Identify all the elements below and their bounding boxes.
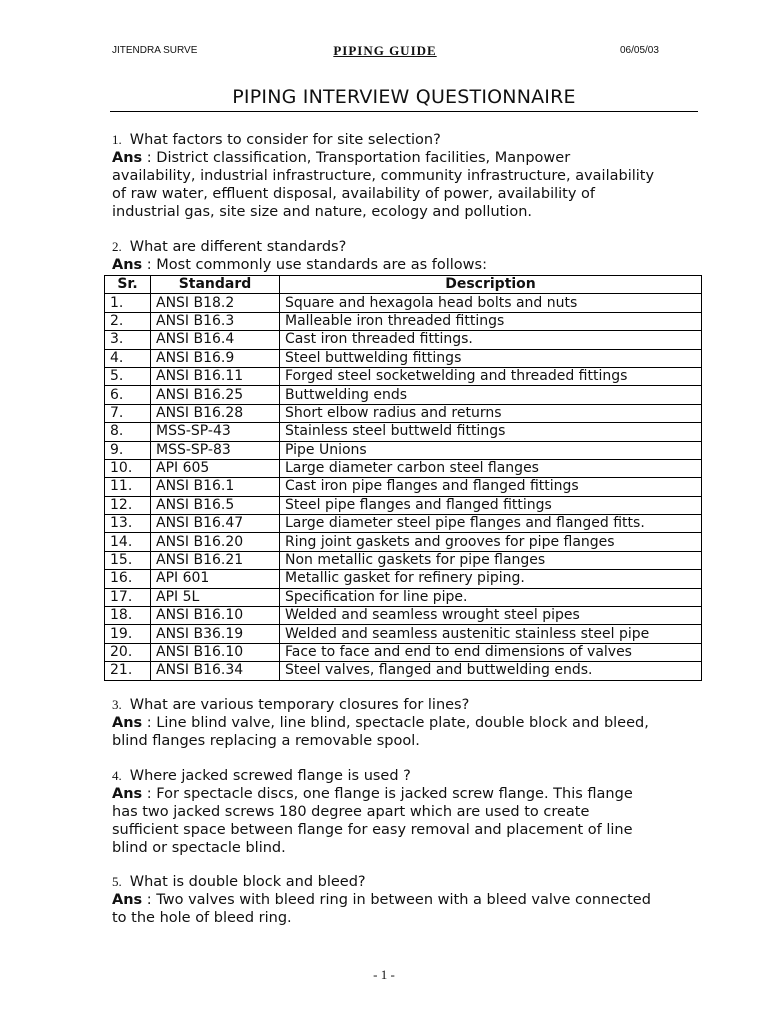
cell-sr: 3. <box>105 331 151 349</box>
answer-line: : Two valves with bleed ring in between with a bleed valve connected <box>142 892 651 908</box>
cell-standard: ANSI B16.28 <box>151 404 280 422</box>
answer-line: of raw water, effluent disposal, availability of power, availability of <box>112 186 596 202</box>
cell-sr: 17. <box>105 588 151 606</box>
cell-sr: 5. <box>105 367 151 385</box>
answer-line: : Most commonly use standards are as follows: <box>142 257 487 273</box>
cell-standard: MSS-SP-83 <box>151 441 280 459</box>
cell-standard: API 5L <box>151 588 280 606</box>
question-number: 1. <box>112 132 122 147</box>
cell-standard: ANSI B16.34 <box>151 662 280 680</box>
cell-standard: ANSI B16.11 <box>151 367 280 385</box>
cell-sr: 21. <box>105 662 151 680</box>
header-guide-title: PIPING GUIDE <box>333 43 437 58</box>
cell-sr: 8. <box>105 423 151 441</box>
question-3 <box>112 696 712 750</box>
table-row <box>105 294 702 312</box>
answer-label: Ans <box>112 150 143 166</box>
cell-description: Metallic gasket for refinery piping. <box>280 570 702 588</box>
table-row <box>105 441 702 459</box>
question-2 <box>112 238 712 274</box>
cell-standard: ANSI B16.47 <box>151 515 280 533</box>
answer-line: availability, industrial infrastructure, community infrastructure, availability <box>112 168 655 184</box>
answer-line: industrial gas, site size and nature, ecology and pollution. <box>112 204 533 220</box>
answer-line: : District classification, Transportation facilities, Manpower <box>142 150 571 166</box>
question-text: What factors to consider for site selection? <box>129 132 441 148</box>
answer-line: blind or spectacle blind. <box>112 840 286 856</box>
cell-sr: 20. <box>105 643 151 661</box>
cell-standard: API 605 <box>151 459 280 477</box>
cell-standard: ANSI B16.4 <box>151 331 280 349</box>
cell-description: Welded and seamless austenitic stainless steel pipe <box>280 625 702 643</box>
cell-description: Non metallic gaskets for pipe flanges <box>280 551 702 569</box>
cell-standard: ANSI B18.2 <box>151 294 280 312</box>
table-row <box>105 478 702 496</box>
cell-description: Malleable iron threaded fittings <box>280 312 702 330</box>
cell-standard: ANSI B16.1 <box>151 478 280 496</box>
answer-line: : For spectacle discs, one flange is jacked screw flange. This flange <box>142 786 633 802</box>
answer-line: to the hole of bleed ring. <box>112 910 292 926</box>
cell-description: Pipe Unions <box>280 441 702 459</box>
answer-label: Ans <box>112 892 143 908</box>
table-row <box>105 459 702 477</box>
cell-description: Cast iron pipe flanges and flanged fittings <box>280 478 702 496</box>
cell-sr: 7. <box>105 404 151 422</box>
cell-standard: API 601 <box>151 570 280 588</box>
cell-description: Large diameter steel pipe flanges and flanged fitts. <box>280 515 702 533</box>
cell-sr: 2. <box>105 312 151 330</box>
answer-line: : Line blind valve, line blind, spectacle plate, double block and bleed, <box>142 715 649 731</box>
question-number: 2. <box>112 239 122 254</box>
table-header-row <box>105 276 702 294</box>
table-row <box>105 570 702 588</box>
cell-description: Specification for line pipe. <box>280 588 702 606</box>
cell-description: Large diameter carbon steel flanges <box>280 459 702 477</box>
table-row <box>105 404 702 422</box>
cell-sr: 13. <box>105 515 151 533</box>
cell-sr: 6. <box>105 386 151 404</box>
table-row <box>105 588 702 606</box>
table-row <box>105 625 702 643</box>
question-number: 3. <box>112 697 122 712</box>
question-number: 5. <box>112 874 122 889</box>
cell-description: Steel pipe flanges and flanged fittings <box>280 496 702 514</box>
cell-standard: MSS-SP-43 <box>151 423 280 441</box>
page-number: - 1 - <box>373 967 395 982</box>
table-row <box>105 331 702 349</box>
cell-description: Ring joint gaskets and grooves for pipe flanges <box>280 533 702 551</box>
cell-standard: ANSI B16.5 <box>151 496 280 514</box>
table-row <box>105 386 702 404</box>
table-row <box>105 496 702 514</box>
table-row <box>105 367 702 385</box>
answer-label: Ans <box>112 786 143 802</box>
answer-label: Ans <box>112 257 143 273</box>
cell-description: Cast iron threaded fittings. <box>280 331 702 349</box>
title-underline <box>110 111 698 112</box>
answer-line: sufficient space between flange for easy removal and placement of line <box>112 822 633 838</box>
answer-line: has two jacked screws 180 degree apart which are used to create <box>112 804 590 820</box>
cell-sr: 19. <box>105 625 151 643</box>
cell-description: Buttwelding ends <box>280 386 702 404</box>
cell-standard: ANSI B16.10 <box>151 607 280 625</box>
table-row <box>105 607 702 625</box>
cell-standard: ANSI B16.20 <box>151 533 280 551</box>
question-number: 4. <box>112 768 122 783</box>
answer-line: blind flanges replacing a removable spool. <box>112 733 420 749</box>
cell-standard: ANSI B16.9 <box>151 349 280 367</box>
cell-description: Steel valves, flanged and buttwelding ends. <box>280 662 702 680</box>
cell-description: Stainless steel buttweld fittings <box>280 423 702 441</box>
cell-sr: 1. <box>105 294 151 312</box>
cell-sr: 14. <box>105 533 151 551</box>
cell-description: Short elbow radius and returns <box>280 404 702 422</box>
table-row <box>105 515 702 533</box>
cell-sr: 16. <box>105 570 151 588</box>
cell-standard: ANSI B16.25 <box>151 386 280 404</box>
cell-standard: ANSI B16.10 <box>151 643 280 661</box>
standards-table-body <box>105 294 702 680</box>
question-text: What is double block and bleed? <box>129 874 366 890</box>
cell-description: Steel buttwelding fittings <box>280 349 702 367</box>
cell-standard: ANSI B16.3 <box>151 312 280 330</box>
table-row <box>105 312 702 330</box>
cell-sr: 12. <box>105 496 151 514</box>
cell-sr: 15. <box>105 551 151 569</box>
cell-description: Face to face and end to end dimensions of valves <box>280 643 702 661</box>
cell-description: Welded and seamless wrought steel pipes <box>280 607 702 625</box>
header-date: 06/05/03 <box>620 45 659 56</box>
table-row <box>105 349 702 367</box>
cell-sr: 10. <box>105 459 151 477</box>
cell-standard: ANSI B16.21 <box>151 551 280 569</box>
column-header-sr: Sr. <box>105 276 151 294</box>
answer-label: Ans <box>112 715 143 731</box>
question-5 <box>112 873 712 927</box>
table-row <box>105 551 702 569</box>
column-header-description: Description <box>280 276 702 294</box>
question-text: Where jacked screwed flange is used ? <box>129 768 411 784</box>
table-row <box>105 662 702 680</box>
cell-standard: ANSI B36.19 <box>151 625 280 643</box>
cell-description: Square and hexagola head bolts and nuts <box>280 294 702 312</box>
question-4 <box>112 767 712 857</box>
standards-table <box>104 275 702 681</box>
question-text: What are different standards? <box>129 239 347 255</box>
cell-sr: 18. <box>105 607 151 625</box>
question-1 <box>112 131 712 221</box>
cell-sr: 11. <box>105 478 151 496</box>
table-row <box>105 423 702 441</box>
table-row <box>105 643 702 661</box>
cell-description: Forged steel socketwelding and threaded fittings <box>280 367 702 385</box>
cell-sr: 9. <box>105 441 151 459</box>
table-row <box>105 533 702 551</box>
page-title: PIPING INTERVIEW QUESTIONNAIRE <box>232 86 576 108</box>
header-author: JITENDRA SURVE <box>112 45 198 56</box>
cell-sr: 4. <box>105 349 151 367</box>
column-header-standard: Standard <box>151 276 280 294</box>
question-text: What are various temporary closures for lines? <box>129 697 470 713</box>
